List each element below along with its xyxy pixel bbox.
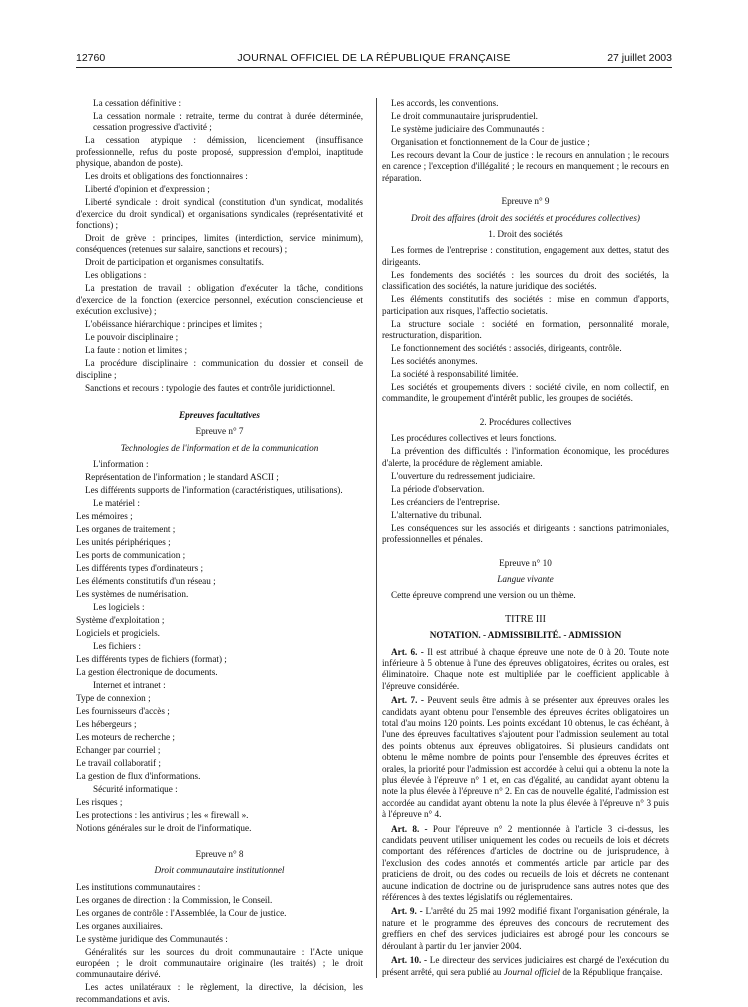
- list-item: Le matériel :: [93, 498, 140, 509]
- column-divider: [376, 98, 377, 978]
- epreuve-heading: Epreuve n° 7: [195, 426, 244, 437]
- paragraph: La prestation de travail : obligation d'exécuter la tâche, conditions d'exercice de la fonction (exercice personnel, exécution consciencieuse et exécution exclusive) ;: [76, 283, 363, 317]
- list-item: L'information :: [93, 459, 149, 470]
- paragraph: Sanctions et recours : typologie des fautes et contrôle juridictionnel.: [85, 382, 336, 393]
- paragraph: La procédure disciplinaire : communication du dossier et conseil de discipline ;: [76, 358, 363, 380]
- subsection-heading: 2. Procédures collectives: [479, 416, 572, 427]
- paragraph: Le droit communautaire jurisprudentiel.: [391, 111, 538, 121]
- paragraph: La cessation normale : retraite, terme du contrat à durée déterminée, cessation progressive d'activité ;: [93, 111, 363, 133]
- list-item: Les fournisseurs d'accès ;: [76, 706, 170, 717]
- paragraph: La structure sociale : société en formation, personnalité morale, restructuration, disparition.: [382, 318, 669, 341]
- paragraph: Les droits et obligations des fonctionnaires :: [85, 171, 248, 182]
- paragraph: Généralités sur les sources du droit communautaire : l'Acte unique européen ; le droit communautaire originaire (les traités) ; le droit communautaire dérivé.: [76, 946, 363, 980]
- article-9: [382, 906, 669, 952]
- article-label: Art. 9. -: [391, 906, 423, 917]
- epreuve-subject: Technologies de l'information et de la communication: [120, 442, 319, 453]
- paragraph: Liberté d'opinion et d'expression ;: [85, 184, 210, 195]
- list-item: Echanger par courriel ;: [76, 745, 161, 756]
- paragraph: Le système judiciaire des Communautés :: [391, 124, 545, 134]
- list-item: Notions générales sur le droit de l'informatique.: [76, 823, 252, 834]
- list-item: Les systèmes de numérisation.: [76, 589, 189, 600]
- article-text: Peuvent seuls être admis à se présenter aux épreuves orales les candidats ayant obtenu pour l'ensemble des épreuves écrites obligatoires un total d'au moins 120 points. Les points excédant 10 obtenus, le cas échéant, à l'une des épreuves facultatives s'ajoutent pour l'admission seulement au total des points obtenus aux épreuves obligatoires. Si plusieurs candidats ont obtenu le même nombre de points pour l'ensemble des épreuves écrites et orales, la priorité pour l'admission est accordée à celui qui a obtenu la note la plus élevée à l'épreuve n° 1 et, en cas d'égalité, au candidat ayant obtenu la note la plus élevée à l'épreuve n° 2. En cas de nouvelle égalité, l'admission est accordée au candidat ayant obtenu la note la plus élevée à l'épreuve n° 3 puis à l'épreuve n° 4.: [382, 695, 669, 820]
- epreuve-heading: Epreuve n° 9: [501, 196, 550, 207]
- list-item: Les différents supports de l'information (caractéristiques, utilisations).: [85, 485, 343, 496]
- list-item: Les organes de contrôle : l'Assemblée, la Cour de justice.: [76, 907, 287, 918]
- paragraph: Organisation et fonctionnement de la Cour de justice ;: [391, 137, 590, 147]
- paragraph: L'obéissance hiérarchique : principes et limites ;: [85, 319, 263, 330]
- epreuve-subject: Droit communautaire institutionnel: [154, 865, 285, 876]
- paragraph: La période d'observation.: [391, 483, 485, 494]
- article-label: Art. 6. -: [391, 646, 424, 657]
- paragraph: Le fonctionnement des sociétés : associés, dirigeants, contrôle.: [391, 343, 622, 354]
- article-label: Art. 7. -: [391, 695, 424, 706]
- journal-name: Journal officiel: [503, 966, 561, 977]
- paragraph: La prévention des difficultés : l'information économique, les procédures d'alerte, la procédure de règlement amiable.: [382, 446, 669, 468]
- subsection-heading: 1. Droit des sociétés: [488, 229, 563, 240]
- article-text: L'arrêté du 25 mai 1992 modifié fixant l'organisation générale, la nature et le programme des épreuves des concours de recrutement des greffiers en chef des services judiciaires est abrogé pour les concours se déroulant à partir du 1er janvier 2004.: [382, 906, 669, 951]
- list-item: Type de connexion ;: [76, 693, 151, 704]
- list-item: Les moteurs de recherche ;: [76, 732, 175, 743]
- page-header: [76, 52, 672, 68]
- paragraph: Le pouvoir disciplinaire ;: [85, 332, 179, 343]
- list-item: Les différents types de fichiers (format) ;: [76, 654, 227, 665]
- paragraph: Liberté syndicale : droit syndical (constitution d'un syndicat, modalités d'exercice du droit syndical) et organisations syndicales (représentativité et fonctions) ;: [76, 197, 363, 231]
- list-item: Les ports de communication ;: [76, 550, 186, 561]
- paragraph: Cette épreuve comprend une version ou un thème.: [391, 590, 576, 601]
- list-item: Les organes auxiliaires.: [76, 920, 163, 931]
- paragraph: La cessation définitive :: [93, 98, 182, 108]
- list-item: Les éléments constitutifs d'un réseau ;: [76, 576, 216, 587]
- paragraph: Droit de grève : principes, limites (interdiction, service minimum), conséquences (retenues sur salaire, sanctions et recours) ;: [76, 233, 363, 255]
- paragraph: La société à responsabilité limitée.: [391, 369, 519, 380]
- titre-heading: TITRE III: [505, 613, 546, 625]
- list-item: Les institutions communautaires :: [76, 881, 201, 892]
- paragraph: Les recours devant la Cour de justice : le recours en annulation ; le recours en carence ; l'exception d'illégalité ; le recours en manquement ; le recours en réparation.: [382, 150, 669, 183]
- article-text: Pour l'épreuve n° 2 mentionnée à l'article 3 ci-dessus, les candidats peuvent utiliser uniquement les codes ou recueils de lois et décrets comportant des références d'articles de doctrine ou de jurisprudence, à l'exclusion des codes annotés et commentés article par article par des praticiens de droit, ou des codes ou recueils de lois et décrets ne contenant aucune indication de doctrine ou de jurisprudence sans autres notes que des références à des textes législatifs ou réglementaires.: [382, 823, 669, 903]
- paragraph: Droit de participation et organismes consultatifs.: [85, 257, 264, 268]
- paragraph: Les fondements des sociétés : les sources du droit des sociétés, la classification des sociétés, la nature juridique des sociétés.: [382, 269, 669, 292]
- list-item: Les logiciels :: [93, 602, 145, 613]
- paragraph: La cessation atypique : démission, licenciement (insuffisance professionnelle, refus du poste proposé, suppression d'emploi, inaptitude physique, abandon de poste).: [76, 135, 363, 169]
- left-column: [76, 98, 363, 1007]
- article-6: [382, 647, 669, 693]
- list-item: Les organes de traitement ;: [76, 524, 176, 535]
- list-item: Les mémoires ;: [76, 511, 133, 522]
- epreuve-subject: Droit des affaires (droit des sociétés et procédures collectives): [411, 212, 640, 223]
- list-item: Les hébergeurs ;: [76, 719, 137, 730]
- epreuve-heading: Epreuve n° 8: [195, 848, 244, 859]
- epreuve-heading: Epreuve n° 10: [499, 557, 552, 568]
- paragraph: La faute : notion et limites ;: [85, 345, 188, 356]
- epreuve-subject: Langue vivante: [497, 573, 554, 584]
- article-label: Art. 10. -: [391, 955, 428, 966]
- list-item: Les risques ;: [76, 797, 123, 808]
- article-label: Art. 8. -: [391, 823, 428, 834]
- paragraph: Les sociétés et groupements divers : société civile, en nom collectif, en commandite, le groupement d'intérêt public, les groupes de sociétés.: [382, 382, 669, 404]
- paragraph: Les formes de l'entreprise : constitution, engagement aux dettes, statut des dirigeants.: [382, 245, 669, 267]
- list-item: Logiciels et progiciels.: [76, 628, 160, 639]
- article-8: [382, 824, 669, 904]
- paragraph: Les obligations :: [85, 270, 147, 281]
- paragraph: Les conséquences sur les associés et dirigeants : sanctions patrimoniales, professionnelles et pénales.: [382, 522, 669, 545]
- paragraph: Les créanciers de l'entreprise.: [391, 496, 500, 507]
- issue-date: 27 juillet 2003: [607, 52, 672, 64]
- article-text: Il est attribué à chaque épreuve une note de 0 à 20. Toute note inférieure à 5 obtenue à l'une des épreuves obligatoires, écrites ou orales, est éliminatoire. Chaque note est multipliée par le coefficient applicable à l'épreuve considérée.: [382, 646, 669, 691]
- list-item: Système d'exploitation ;: [76, 615, 165, 626]
- paragraph: L'ouverture du redressement judiciaire.: [391, 470, 536, 481]
- list-item: Les unités périphériques ;: [76, 537, 171, 548]
- article-7: [382, 695, 669, 820]
- paragraph: Les éléments constitutifs des sociétés : mise en commun d'apports, participation aux risques, l'affectio societatis.: [382, 294, 669, 316]
- journal-title: JOURNAL OFFICIEL DE LA RÉPUBLIQUE FRANÇAISE: [237, 52, 511, 64]
- list-item: Les protections : les antivirus ; les « firewall ».: [76, 810, 249, 821]
- titre-subject: NOTATION. - ADMISSIBILITÉ. - ADMISSION: [429, 630, 622, 641]
- article-text: Le directeur des services judiciaires est chargé de l'exécution du présent arrêté, qui sera publié au: [382, 955, 669, 977]
- paragraph: L'alternative du tribunal.: [391, 509, 482, 520]
- list-item: Les organes de direction : la Commission, le Conseil.: [76, 894, 273, 905]
- article-text: de la République française.: [560, 966, 663, 977]
- header-rule: [76, 67, 672, 68]
- list-item: Le travail collaboratif ;: [76, 758, 161, 769]
- page-number: 12760: [76, 52, 106, 64]
- list-item: Les fichiers :: [93, 641, 141, 652]
- right-column: [382, 98, 669, 980]
- paragraph: Les procédures collectives et leurs fonctions.: [391, 433, 557, 444]
- list-item: Internet et intranet :: [93, 680, 166, 691]
- list-item: Représentation de l'information ; le standard ASCII ;: [85, 472, 279, 483]
- list-item: La gestion de flux d'informations.: [76, 771, 201, 782]
- paragraph: Les accords, les conventions.: [391, 98, 499, 108]
- list-item: Les différents types d'ordinateurs ;: [76, 563, 204, 574]
- section-title: Epreuves facultatives: [179, 410, 260, 421]
- paragraph: Les actes unilatéraux : le règlement, la directive, la décision, les recommandations et avis.: [76, 982, 363, 1004]
- article-10: [382, 955, 669, 978]
- list-item: Sécurité informatique :: [93, 784, 178, 795]
- list-item: Le système juridique des Communautés :: [76, 933, 228, 944]
- paragraph: Les sociétés anonymes.: [391, 356, 478, 367]
- list-item: La gestion électronique de documents.: [76, 667, 218, 678]
